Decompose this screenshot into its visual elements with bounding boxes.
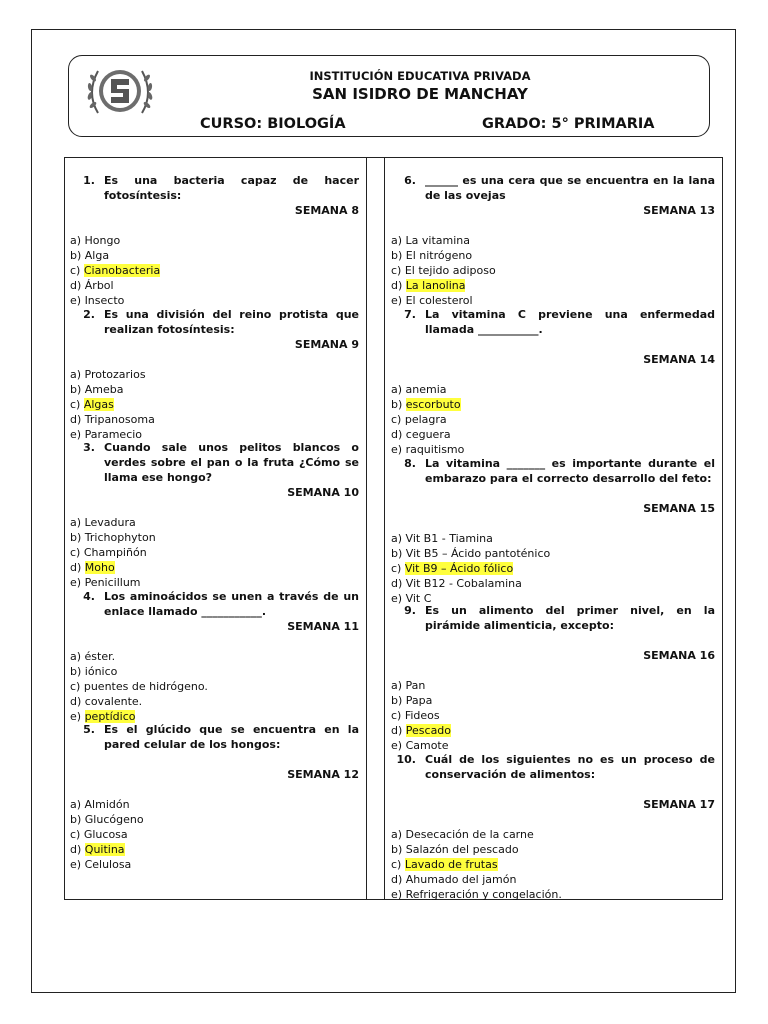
option-text: Alga <box>84 249 110 262</box>
question-number: 5. <box>83 723 95 736</box>
question-number: 6. <box>404 174 416 187</box>
question-header <box>70 307 359 337</box>
option-letter: e) <box>70 858 85 871</box>
option-letter: a) <box>70 650 85 663</box>
question-header <box>391 603 715 633</box>
answer-option <box>391 412 715 427</box>
option-text: Vit B5 – Ácido pantoténico <box>405 547 551 560</box>
question-text: La vitamina C previene una enfermedad llamada ___________. <box>425 308 715 336</box>
question-10 <box>391 752 715 902</box>
option-text: Hongo <box>84 234 121 247</box>
grade-label: GRADO: 5° PRIMARIA <box>482 116 655 132</box>
question-header <box>70 173 359 203</box>
option-letter: b) <box>70 383 85 396</box>
correct-answer-highlight: escorbuto <box>405 398 461 411</box>
answer-option <box>391 531 715 546</box>
answer-option <box>70 367 359 382</box>
option-letter: e) <box>391 888 406 901</box>
option-text: Glucógeno <box>84 813 144 826</box>
option-letter: e) <box>70 294 85 307</box>
answer-options <box>391 827 715 902</box>
option-text: El tejido adiposo <box>404 264 496 277</box>
option-letter: e) <box>70 576 85 589</box>
question-text: La vitamina _______ es importante durante el embarazo para el correcto desarrollo del feto: <box>425 457 715 485</box>
option-text: Protozarios <box>84 368 146 381</box>
answer-option <box>70 679 359 694</box>
institution-type: INSTITUCIÓN EDUCATIVA PRIVADA <box>309 69 531 83</box>
correct-answer-highlight: Vit B9 – Ácido fólico <box>404 562 514 575</box>
answer-option <box>70 233 359 248</box>
question-number: 9. <box>404 604 416 617</box>
option-letter: a) <box>70 516 85 529</box>
answer-option <box>70 530 359 545</box>
option-letter: c) <box>391 562 405 575</box>
answer-option <box>391 842 715 857</box>
question-number: 8. <box>404 457 416 470</box>
option-letter: d) <box>391 577 406 590</box>
correct-answer-highlight: Moho <box>84 561 115 574</box>
answer-option <box>70 278 359 293</box>
answer-option <box>391 872 715 887</box>
question-9 <box>391 603 715 753</box>
option-letter: d) <box>70 413 85 426</box>
option-text: El nitrógeno <box>405 249 473 262</box>
answer-option <box>391 233 715 248</box>
answer-option <box>391 293 715 308</box>
answer-option <box>391 576 715 591</box>
option-letter: e) <box>70 710 85 723</box>
week-label: SEMANA 16 <box>643 649 715 662</box>
question-2 <box>70 307 359 442</box>
option-text: Árbol <box>84 279 114 292</box>
question-3 <box>70 440 359 590</box>
answer-option <box>70 515 359 530</box>
answer-option <box>391 561 715 576</box>
answer-option <box>70 248 359 263</box>
answer-option <box>70 664 359 679</box>
option-letter: b) <box>391 547 406 560</box>
answer-option <box>391 278 715 293</box>
option-letter: b) <box>391 843 406 856</box>
option-letter: a) <box>391 234 406 247</box>
week-label: SEMANA 17 <box>643 798 715 811</box>
option-text: El colesterol <box>405 294 473 307</box>
question-number: 1. <box>83 174 95 187</box>
question-number: 7. <box>404 308 416 321</box>
institution-name: SAN ISIDRO DE MANCHAY <box>312 85 528 103</box>
answer-option <box>391 678 715 693</box>
option-text: Levadura <box>84 516 136 529</box>
option-letter: a) <box>391 383 406 396</box>
answer-options <box>70 649 359 724</box>
question-text: Es un alimento del primer nivel, en la pirámide alimenticia, excepto: <box>425 604 715 632</box>
question-1 <box>70 173 359 308</box>
option-text: La vitamina <box>405 234 471 247</box>
option-text: raquitismo <box>405 443 465 456</box>
option-text: Trichophyton <box>84 531 156 544</box>
answer-option <box>391 442 715 457</box>
option-letter: c) <box>70 546 84 559</box>
week-label: SEMANA 9 <box>294 338 359 351</box>
answer-option <box>70 397 359 412</box>
answer-option <box>391 546 715 561</box>
question-header <box>391 173 715 203</box>
option-letter: e) <box>391 739 406 752</box>
question-text: Es una división del reino protista que realizan fotosíntesis: <box>104 308 359 336</box>
option-letter: e) <box>391 294 406 307</box>
option-text: Glucosa <box>83 828 128 841</box>
answer-option <box>391 738 715 753</box>
answer-option <box>391 382 715 397</box>
answer-options <box>70 515 359 590</box>
column-separator <box>367 157 384 900</box>
answer-option <box>391 887 715 902</box>
option-text: Penicillum <box>84 576 141 589</box>
question-text: Es una bacteria capaz de hacer fotosíntesis: <box>104 174 359 202</box>
option-text: Vit B1 - Tiamina <box>405 532 493 545</box>
option-text: Almidón <box>84 798 130 811</box>
option-letter: c) <box>70 398 84 411</box>
question-text: ______ es una cera que se encuentra en la lana de las ovejas <box>425 174 715 202</box>
option-text: Pan <box>405 679 426 692</box>
answer-options <box>391 678 715 753</box>
option-letter: a) <box>391 679 406 692</box>
option-letter: c) <box>391 264 405 277</box>
option-letter: a) <box>70 234 85 247</box>
correct-answer-highlight: peptídico <box>84 710 136 723</box>
question-text: Cuando sale unos pelitos blancos o verdes sobre el pan o la fruta ¿Cómo se llama ese hongo? <box>104 441 359 484</box>
option-letter: a) <box>70 368 85 381</box>
answer-option <box>70 797 359 812</box>
correct-answer-highlight: Pescado <box>405 724 452 737</box>
question-text: Cuál de los siguientes no es un proceso de conservación de alimentos: <box>425 753 715 781</box>
week-label: SEMANA 13 <box>643 204 715 217</box>
option-text: iónico <box>84 665 118 678</box>
answer-option <box>70 293 359 308</box>
question-header <box>70 589 359 619</box>
question-8 <box>391 456 715 606</box>
option-text: anemia <box>405 383 447 396</box>
school-logo <box>84 63 156 119</box>
correct-answer-highlight: Lavado de frutas <box>404 858 498 871</box>
option-letter: a) <box>391 532 406 545</box>
answer-option <box>70 694 359 709</box>
answer-option <box>70 412 359 427</box>
option-text: Paramecio <box>84 428 143 441</box>
option-letter: b) <box>391 694 406 707</box>
answer-options <box>391 233 715 308</box>
answer-option <box>70 827 359 842</box>
week-label: SEMANA 12 <box>287 768 359 781</box>
correct-answer-highlight: La lanolina <box>405 279 466 292</box>
option-letter: d) <box>391 724 406 737</box>
option-text: covalente. <box>84 695 143 708</box>
week-label: SEMANA 10 <box>287 486 359 499</box>
answer-option <box>70 649 359 664</box>
option-text: pelagra <box>404 413 447 426</box>
option-text: Vit C <box>405 592 432 605</box>
course-label: CURSO: BIOLOGÍA <box>200 116 346 132</box>
option-letter: c) <box>391 709 405 722</box>
option-text: Ahumado del jamón <box>405 873 517 886</box>
answer-options <box>391 531 715 606</box>
answer-option <box>70 263 359 278</box>
question-4 <box>70 589 359 724</box>
week-label: SEMANA 14 <box>643 353 715 366</box>
option-letter: b) <box>391 249 406 262</box>
option-letter: c) <box>391 413 405 426</box>
option-letter: c) <box>70 828 84 841</box>
option-letter: e) <box>391 443 406 456</box>
option-letter: b) <box>70 813 85 826</box>
answer-option <box>391 857 715 872</box>
option-text: Vit B12 - Cobalamina <box>405 577 522 590</box>
question-header <box>391 752 715 782</box>
answer-option <box>391 248 715 263</box>
option-letter: d) <box>391 873 406 886</box>
option-letter: e) <box>391 592 406 605</box>
week-label: SEMANA 11 <box>287 620 359 633</box>
option-letter: b) <box>70 531 85 544</box>
option-letter: d) <box>391 428 406 441</box>
question-text: Es el glúcido que se encuentra en la pared celular de los hongos: <box>104 723 359 751</box>
question-number: 2. <box>83 308 95 321</box>
week-label: SEMANA 8 <box>294 204 359 217</box>
question-number: 4. <box>83 590 95 603</box>
question-7 <box>391 307 715 457</box>
answer-options <box>391 382 715 457</box>
option-text: puentes de hidrógeno. <box>83 680 208 693</box>
answer-option <box>391 397 715 412</box>
option-text: Refrigeración y congelación. <box>405 888 562 901</box>
option-text: Salazón del pescado <box>405 843 519 856</box>
option-text: Papa <box>405 694 433 707</box>
answer-option <box>391 708 715 723</box>
option-letter: d) <box>70 561 85 574</box>
answer-options <box>70 233 359 308</box>
question-5 <box>70 722 359 872</box>
correct-answer-highlight: Quitina <box>84 843 125 856</box>
option-letter: b) <box>391 398 406 411</box>
question-text: Los aminoácidos se unen a través de un enlace llamado ___________. <box>104 590 359 618</box>
option-letter: b) <box>70 665 85 678</box>
answer-option <box>391 427 715 442</box>
answer-option <box>391 693 715 708</box>
answer-option <box>70 575 359 590</box>
question-number: 3. <box>83 441 95 454</box>
answer-options <box>70 797 359 872</box>
question-header <box>70 722 359 752</box>
option-letter: c) <box>70 680 84 693</box>
option-text: Ameba <box>84 383 124 396</box>
question-header <box>70 440 359 485</box>
question-number: 10. <box>396 753 416 766</box>
option-text: Fideos <box>404 709 440 722</box>
option-text: Camote <box>405 739 449 752</box>
week-label: SEMANA 15 <box>643 502 715 515</box>
answer-option <box>70 382 359 397</box>
option-letter: b) <box>70 249 85 262</box>
option-text: Desecación de la carne <box>405 828 534 841</box>
answer-option <box>70 560 359 575</box>
option-letter: a) <box>70 798 85 811</box>
option-letter: d) <box>391 279 406 292</box>
question-header <box>391 307 715 337</box>
answer-option <box>391 263 715 278</box>
answer-option <box>70 842 359 857</box>
correct-answer-highlight: Algas <box>83 398 114 411</box>
answer-option <box>70 545 359 560</box>
question-6 <box>391 173 715 308</box>
option-letter: a) <box>391 828 406 841</box>
option-text: Celulosa <box>84 858 132 871</box>
option-text: Tripanosoma <box>84 413 155 426</box>
answer-options <box>70 367 359 442</box>
option-letter: d) <box>70 843 85 856</box>
question-header <box>391 456 715 486</box>
answer-option <box>70 857 359 872</box>
option-letter: c) <box>70 264 84 277</box>
option-text: Champiñón <box>83 546 147 559</box>
option-text: Insecto <box>84 294 125 307</box>
option-letter: d) <box>70 279 85 292</box>
option-letter: e) <box>70 428 85 441</box>
answer-option <box>70 812 359 827</box>
option-text: ceguera <box>405 428 451 441</box>
answer-option <box>391 723 715 738</box>
option-text: éster. <box>84 650 116 663</box>
answer-option <box>391 827 715 842</box>
option-letter: c) <box>391 858 405 871</box>
option-letter: d) <box>70 695 85 708</box>
correct-answer-highlight: Cianobacteria <box>83 264 161 277</box>
